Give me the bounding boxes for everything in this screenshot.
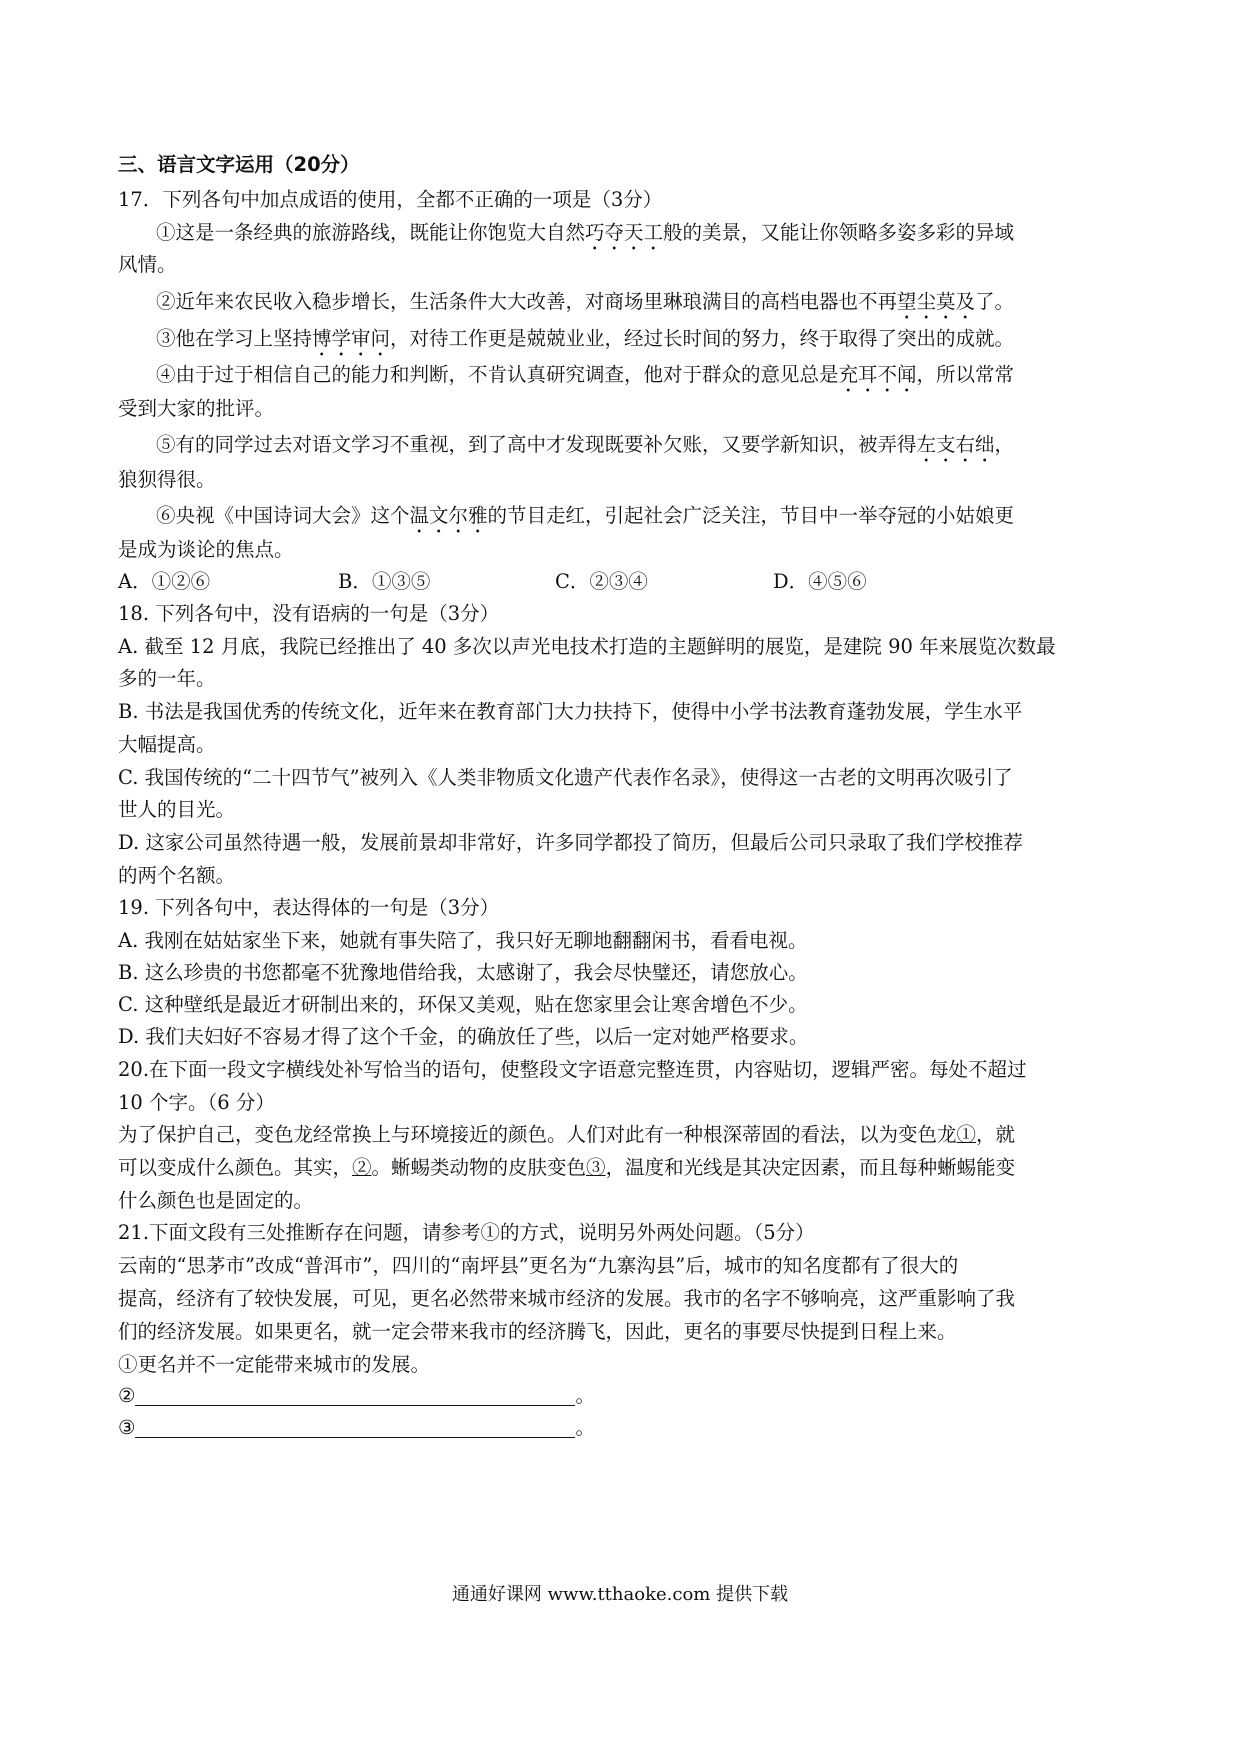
q20-stem-cont: 10 个字。（6 分）: [118, 1091, 275, 1114]
blank-marker: ③: [586, 1156, 606, 1179]
q20-passage-line: 为了保护自己，变色龙经常换上与环境接近的颜色。人们对此有一种根深蒂固的看法，以为变色龙①，就: [118, 1123, 1016, 1146]
q19-line: B. 这么珍贵的书您都毫不犹豫地借给我，太感谢了，我会尽快璧还，请您放心。: [118, 961, 808, 984]
q17-sentence-1: ①这是一条经典的旅游路线，既能让你饱览大自然巧夺天工般的美景，又能让你领略多姿多彩的异域: [156, 221, 1015, 244]
option-b: B．①③⑤: [338, 570, 431, 593]
q17-sentence-5: ⑤有的同学过去对语文学习不重视，到了高中才发现既要补欠账，又要学新知识，被弄得左支右绌，: [156, 433, 1015, 456]
emphasized-idiom: 巧夺天工: [585, 221, 664, 244]
q21-passage-line: 提高，经济有了较快发展，可见，更名必然带来城市经济的发展。我市的名字不够响亮，这严重影响了我: [118, 1287, 1016, 1310]
q21-answer-3: ③ 。: [118, 1416, 595, 1439]
q21-answer-1: ①更名并不一定能带来城市的发展。: [118, 1353, 431, 1376]
q18-line: 大幅提高。: [118, 733, 216, 756]
q18-line: 多的一年。: [118, 667, 216, 690]
option-c: C．②③④: [555, 570, 648, 593]
option-a: A．①②⑥: [118, 570, 211, 593]
q19-line: A. 我刚在姑姑家坐下来，她就有事失陪了，我只好无聊地翻翻闲书，看看电视。: [118, 929, 808, 952]
q18-line: D. 这家公司虽然待遇一般，发展前景却非常好，许多同学都投了简历，但最后公司只录取了我们学校推荐: [118, 831, 1023, 854]
q19-line: D. 我们夫妇好不容易才得了这个千金，的确放任了些，以后一定对她严格要求。: [118, 1025, 809, 1048]
q20-passage-line: 可以变成什么颜色。其实，②。蜥蜴类动物的皮肤变色③，温度和光线是其决定因素，而且每种蜥蜴能变: [118, 1156, 1016, 1179]
q20-stem: 20.在下面一段文字横线处补写恰当的语句，使整段文字语意完整连贯，内容贴切，逻辑严密。每处不超过: [118, 1058, 1027, 1081]
emphasized-idiom: 充耳不闻: [838, 363, 917, 386]
option-d: D．④⑤⑥: [773, 570, 867, 593]
q18-line: B. 书法是我国优秀的传统文化，近年来在教育部门大力扶持下，使得中小学书法教育蓬勃发展，学生水平: [118, 700, 1023, 723]
emphasized-idiom: 左支右绌: [916, 433, 995, 456]
q17-sentence-4-cont: 受到大家的批评。: [118, 397, 275, 420]
q17-stem: 17．下列各句中加点成语的使用，全都不正确的一项是（3分）: [118, 188, 663, 211]
q21-answer-2: ② 。: [118, 1384, 595, 1407]
q21-stem: 21.下面文段有三处推断存在问题，请参考①的方式，说明另外两处问题。（5分）: [118, 1221, 815, 1244]
q17-sentence-3: ③他在学习上坚持博学审问，对待工作更是兢兢业业，经过长时间的努力，终于取得了突出的成就。: [156, 327, 1015, 350]
q18-line: C. 我国传统的“二十四节气”被列入《人类非物质文化遗产代表作名录》，使得这一古老的文明再次吸引了: [118, 766, 1013, 789]
section-title: 三、语言文字运用（20分）: [118, 153, 360, 176]
q20-passage-line: 什么颜色也是固定的。: [118, 1189, 314, 1212]
q17-options: [118, 567, 1128, 597]
q17-sentence-6: ⑥央视《中国诗词大会》这个温文尔雅的节目走红，引起社会广泛关注，节目中一举夺冠的小姑娘更: [156, 504, 1015, 527]
q17-sentence-2: ②近年来农民收入稳步增长，生活条件大大改善，对商场里琳琅满目的高档电器也不再望尘莫及了。: [156, 290, 1015, 313]
q19-line: C. 这种壁纸是最近才研制出来的，环保又美观，贴在您家里会让寒舍增色不少。: [118, 993, 808, 1016]
q19-stem: 19. 下列各句中，表达得体的一句是（3分）: [118, 896, 500, 919]
emphasized-idiom: 望尘莫及: [897, 290, 976, 313]
q21-passage-line: 们的经济发展。如果更名，就一定会带来我市的经济腾飞，因此，更名的事要尽快提到日程上来。: [118, 1320, 957, 1343]
q17-sentence-6-cont: 是成为谈论的焦点。: [118, 538, 294, 561]
answer-blank[interactable]: [135, 1383, 575, 1406]
emphasized-idiom: 温文尔雅: [409, 504, 488, 527]
emphasized-idiom: 博学审问: [312, 327, 391, 350]
q18-stem: 18. 下列各句中，没有语病的一句是（3分）: [118, 602, 500, 625]
page-footer: 通通好课网 www.tthaoke.com 提供下载: [451, 1584, 789, 1605]
answer-blank[interactable]: [135, 1415, 575, 1438]
q18-line: 的两个名额。: [118, 864, 236, 887]
blank-marker: ②: [352, 1156, 372, 1179]
blank-marker: ①: [956, 1123, 977, 1146]
q17-sentence-5-cont: 狼狈得很。: [118, 468, 216, 491]
q21-passage-line: 云南的“思茅市”改成“普洱市”，四川的“南坪县”更名为“九寨沟县”后，城市的知名度都有了很大的: [118, 1254, 959, 1277]
q18-line: 世人的目光。: [118, 798, 236, 821]
q18-line: A. 截至 12 月底，我院已经推出了 40 多次以声光电技术打造的主题鲜明的展览，是建院 90 年来展览次数最: [118, 635, 1056, 658]
q17-sentence-4: ④由于过于相信自己的能力和判断，不肯认真研究调查，他对于群众的意见总是充耳不闻，所以常常: [156, 363, 1015, 386]
q17-sentence-1-cont: 风情。: [118, 253, 177, 276]
